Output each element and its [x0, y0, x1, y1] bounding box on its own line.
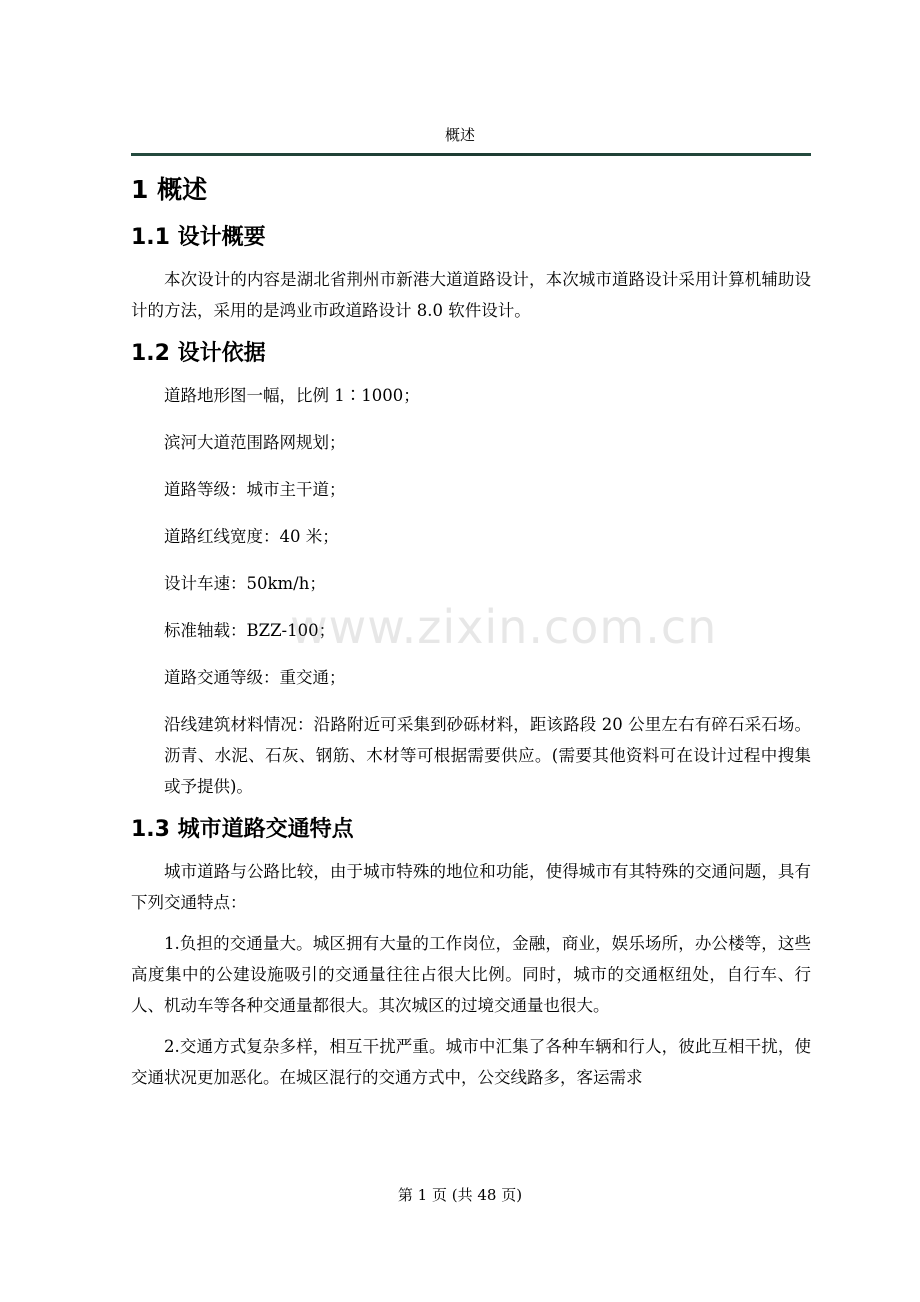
traffic-intro-paragraph: 城市道路与公路比较，由于城市特殊的地位和功能，使得城市有其特殊的交通问题，具有下列交通特点：: [131, 862, 811, 912]
basis-item: 道路等级：城市主干道；: [164, 480, 346, 499]
materials-paragraph: 沿线建筑材料情况：沿路附近可采集到砂砾材料，距该路段 20 公里左右有碎石采石场。沥青、水泥、石灰、钢筋、木材等可根据需要供应。(需要其他资料可在设计过程中搜集或予提供)。: [164, 715, 811, 796]
basis-item: 道路红线宽度：40 米；: [164, 527, 339, 546]
basis-item: 标准轴载：BZZ-100；: [164, 621, 336, 640]
design-overview-paragraph: 本次设计的内容是湖北省荆州市新港大道道路设计，本次城市道路设计采用计算机辅助设计的方法，采用的是鸿业市政道路设计 8.0 软件设计。: [131, 270, 811, 320]
section-heading-1-1: 1.1 设计概要: [131, 225, 266, 250]
traffic-point-2: 2.交通方式复杂多样，相互干扰严重。城市中汇集了各种车辆和行人，彼此互相干扰，使交通状况更加恶化。在城区混行的交通方式中，公交线路多，客运需求: [131, 1037, 811, 1087]
page-content: [131, 170, 811, 1093]
header-rule: [131, 153, 811, 156]
section-heading-1-3: 1.3 城市道路交通特点: [131, 817, 354, 842]
page-number: 第 1 页 (共 48 页): [397, 1186, 523, 1204]
basis-item: 道路地形图一幅，比例 1∶1000；: [164, 386, 420, 405]
basis-item: 设计车速：50km/h；: [164, 574, 326, 593]
basis-item: 滨河大道范围路网规划；: [164, 433, 346, 452]
chapter-heading: 1 概述: [131, 175, 208, 204]
section-heading-1-2: 1.2 设计依据: [131, 341, 266, 366]
watermark: www.zixin.com.cn: [290, 600, 718, 654]
traffic-point-1: 1.负担的交通量大。城区拥有大量的工作岗位，金融，商业，娱乐场所，办公楼等，这些高度集中的公建设施吸引的交通量往往占很大比例。同时，城市的交通枢纽处，自行车、行人、机动车等各种交通量都很大。其次城区的过境交通量也很大。: [131, 934, 811, 1015]
running-header: 概述: [444, 126, 475, 144]
basis-item: 道路交通等级：重交通；: [164, 668, 346, 687]
